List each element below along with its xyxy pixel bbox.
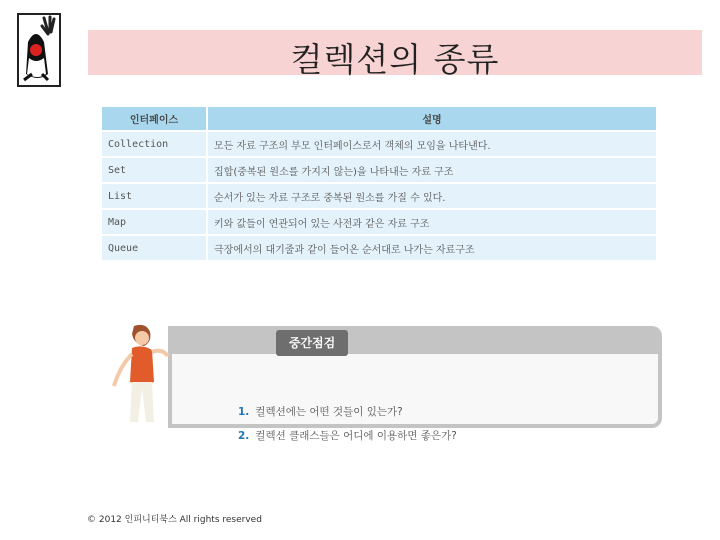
table-row bbox=[102, 132, 656, 156]
interface-name: Set bbox=[102, 158, 208, 182]
question-number: 2. bbox=[238, 430, 250, 442]
question-2 bbox=[238, 428, 457, 443]
checkpoint-question-panel bbox=[168, 354, 662, 442]
table-row bbox=[102, 210, 656, 234]
interface-name: Collection bbox=[102, 132, 208, 156]
interface-name: List bbox=[102, 184, 208, 208]
copyright-footer: © 2012 인피니티북스 All rights reserved bbox=[87, 515, 262, 525]
slide-title: 컬렉션의 종류 bbox=[290, 40, 500, 79]
interface-description: 극장에서의 대기줄과 같이 들어온 순서대로 나가는 자료구조 bbox=[208, 236, 656, 260]
woman-illustration bbox=[104, 322, 172, 428]
table-header-row bbox=[102, 107, 656, 130]
checkpoint-box bbox=[104, 322, 662, 442]
question-number: 1. bbox=[238, 406, 250, 418]
checkpoint-header-bar bbox=[168, 326, 662, 354]
checkpoint-title: 중간점검 bbox=[276, 330, 348, 356]
question-1 bbox=[238, 404, 403, 419]
interface-description: 집합(중복된 원소를 가지지 않는)을 나타내는 자료 구조 bbox=[208, 158, 656, 182]
header-description: 설명 bbox=[208, 107, 656, 130]
title-bar bbox=[88, 30, 702, 79]
interface-name: Queue bbox=[102, 236, 208, 260]
question-text: 컬렉션 클래스들은 어디에 이용하면 좋은가? bbox=[255, 430, 457, 442]
table-row bbox=[102, 236, 656, 260]
interface-description: 순서가 있는 자료 구조로 중복된 원소를 가질 수 있다. bbox=[208, 184, 656, 208]
table-row bbox=[102, 184, 656, 208]
java-duke-logo bbox=[14, 12, 64, 88]
table-row bbox=[102, 158, 656, 182]
header-interface: 인터페이스 bbox=[102, 107, 208, 130]
interface-description: 모든 자료 구조의 부모 인터페이스로서 객체의 모임을 나타낸다. bbox=[208, 132, 656, 156]
collection-types-table bbox=[102, 105, 656, 262]
interface-name: Map bbox=[102, 210, 208, 234]
interface-description: 키와 값들이 연관되어 있는 사전과 같은 자료 구조 bbox=[208, 210, 656, 234]
question-text: 컬렉션에는 어떤 것들이 있는가? bbox=[255, 406, 403, 418]
